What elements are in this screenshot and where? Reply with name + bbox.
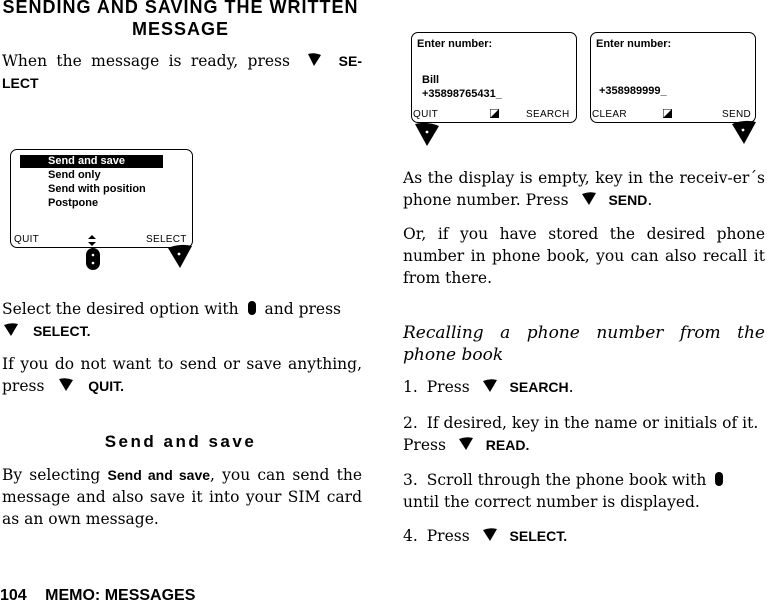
step-text: Scroll through the phone book with — [426, 471, 707, 489]
menu-item-selected[interactable]: Send and save — [20, 155, 163, 168]
footer-section: MEMO: MESSAGES — [45, 587, 196, 604]
right-softkey-icon — [481, 379, 499, 393]
left-softkey-icon — [57, 378, 75, 392]
menu-item[interactable]: Send with position — [48, 183, 146, 195]
section-bold-term: Send and save — [107, 467, 211, 483]
select-text-2: and press — [264, 300, 341, 318]
step-text: If desired, key in the name or initials of it. Press — [403, 414, 759, 454]
send-softkey-label[interactable]: SEND — [722, 109, 751, 120]
phone-screen-search — [411, 32, 577, 123]
section-title: Send and save — [104, 432, 257, 451]
step-text: Press — [426, 527, 470, 545]
right-softkey-icon — [457, 437, 475, 451]
entered-number: +35898765431_ — [422, 88, 502, 100]
scroll-key-icon — [714, 471, 724, 487]
right-softkey-icon[interactable] — [166, 243, 194, 269]
select-softkey-label[interactable]: SELECT — [146, 234, 187, 245]
page-number: 104 — [0, 587, 27, 604]
select-key-label: SELECT. — [509, 528, 568, 544]
page-title: SENDING AND SAVING THE WRITTEN MESSAGE — [2, 0, 359, 39]
phonebook-paragraph: Or, if you have stored the desired phone number in phone book, you can also recall it from there. — [403, 225, 765, 287]
menu-item[interactable]: Postpone — [48, 197, 99, 209]
quit-text: If you do not want to send or save anything, press — [2, 355, 362, 395]
left-softkey-icon[interactable] — [413, 121, 441, 147]
step-number: 1. — [403, 378, 418, 396]
quit-paragraph — [2, 353, 362, 397]
right-softkey-icon — [481, 528, 499, 542]
screen-title: Enter number: — [596, 38, 672, 50]
section-text: By selecting — [2, 466, 101, 484]
step-2 — [403, 412, 765, 456]
right-softkey-icon — [2, 323, 20, 337]
quit-softkey-label[interactable]: QUIT — [413, 109, 439, 120]
edit-indicator-icon — [663, 109, 672, 118]
menu-item[interactable]: Send only — [48, 169, 101, 181]
right-softkey-icon — [580, 192, 598, 206]
step-text: Press — [426, 378, 470, 396]
read-key-label: READ. — [485, 437, 530, 453]
entered-number: +358989999_ — [599, 85, 667, 97]
send-key-label: SEND — [608, 192, 648, 208]
step-number: 2. — [403, 414, 418, 432]
contact-name: Bill — [422, 74, 440, 86]
clear-softkey-label[interactable]: CLEAR — [592, 109, 627, 120]
edit-indicator-icon — [490, 109, 499, 118]
scroll-arrows-icon — [88, 235, 96, 246]
footer — [0, 587, 195, 605]
right-softkey-icon — [305, 53, 323, 67]
intro-text: When the message is ready, press — [2, 52, 290, 70]
scroll-key-icon — [247, 300, 257, 316]
intro-paragraph — [2, 50, 362, 94]
quit-key-label: QUIT. — [88, 378, 125, 394]
select-paragraph — [2, 298, 362, 342]
search-key-label: SEARCH — [509, 379, 569, 395]
step-4 — [403, 525, 765, 547]
quit-softkey-label[interactable]: QUIT — [14, 234, 40, 245]
phone-screen-send — [590, 32, 756, 123]
para-text: As the display is empty, key in the receiv-er´s phone number. Press — [403, 169, 765, 209]
step-number: 4. — [403, 527, 418, 545]
step-number: 3. — [403, 471, 418, 489]
section-body — [2, 464, 362, 530]
right-softkey-icon[interactable] — [730, 119, 758, 145]
screen-title: Enter number: — [417, 38, 493, 50]
section-text-2: , you can send the message and also save it into your SIM card as an own message. — [2, 466, 362, 528]
select-key-label: SELECT. — [32, 323, 91, 339]
phone-screen-menu — [10, 149, 193, 248]
step-3 — [403, 469, 765, 513]
empty-display-paragraph: As the display is empty, key in the receiv-er´s phone number. Press SEND. — [403, 169, 765, 209]
select-key-label: SE-LECT — [2, 53, 362, 91]
step-1: 1. Press SEARCH. — [403, 378, 574, 396]
step-text-2: until the correct number is displayed. — [403, 493, 700, 511]
scroll-key-icon[interactable] — [85, 247, 101, 271]
select-text: Select the desired option with — [2, 300, 239, 318]
subheading: Recalling a phone number from the phone book — [403, 323, 765, 365]
search-softkey-label[interactable]: SEARCH — [526, 109, 570, 120]
